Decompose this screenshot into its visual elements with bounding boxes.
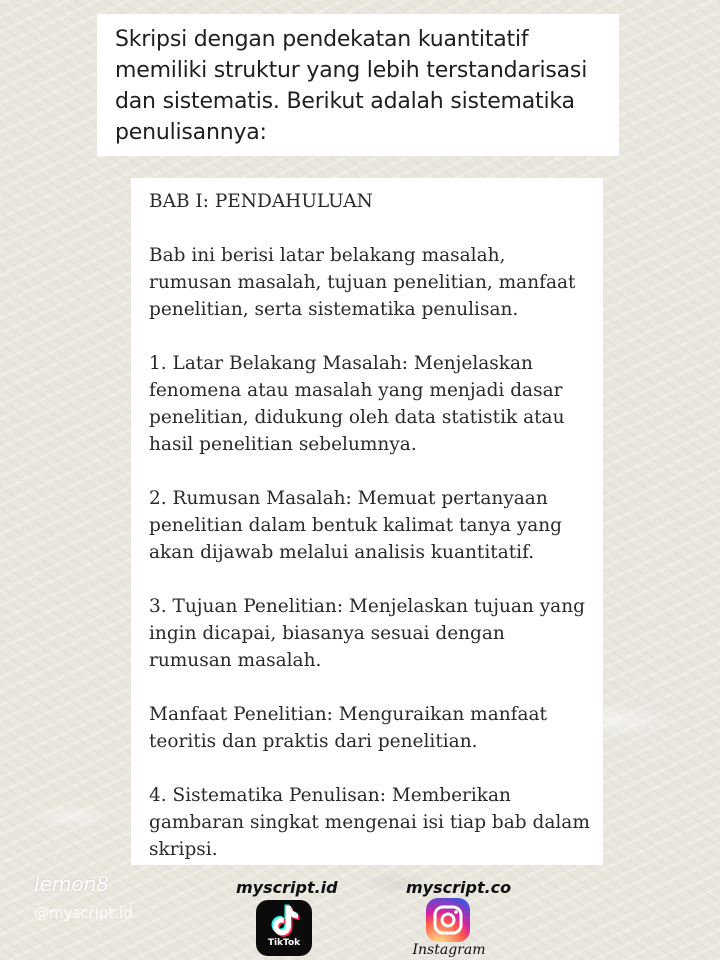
spacer: [149, 458, 591, 485]
watermark-handle: @myscript.id: [34, 904, 133, 922]
paragraph-latar-belakang: 1. Latar Belakang Masalah: Menjelaskan fenomena atau masalah yang menjadi dasar penelitian, didukung oleh data statistik atau hasil penelitian sebelumnya.: [149, 353, 565, 455]
tiktok-note-icon: [256, 900, 312, 940]
section-heading: BAB I: PENDAHULUAN: [149, 191, 373, 212]
paragraph-manfaat-penelitian: Manfaat Penelitian: Menguraikan manfaat teoritis dan praktis dari penelitian.: [149, 704, 547, 752]
spacer: [149, 755, 591, 782]
lemon8-watermark: lemon8: [34, 872, 109, 896]
instagram-label: Instagram: [412, 942, 486, 958]
instagram-icon[interactable]: [426, 898, 470, 942]
spacer: [149, 674, 591, 701]
paragraph-rumusan-masalah: 2. Rumusan Masalah: Memuat pertanyaan penelitian dalam bentuk kalimat tanya yang akan dijawab melalui analisis kuantitatif.: [149, 488, 562, 563]
instagram-camera-icon: [426, 898, 470, 942]
intro-text: Skripsi dengan pendekatan kuantitatif memiliki struktur yang lebih terstandarisasi dan sistematis. Berikut adalah sistematika penulisannya:: [115, 27, 588, 145]
paragraph-intro: Bab ini berisi latar belakang masalah, rumusan masalah, tujuan penelitian, manfaat penelitian, serta sistematika penulisan.: [149, 245, 576, 320]
instagram-handle: myscript.co: [406, 878, 512, 897]
paragraph-tujuan-penelitian: 3. Tujuan Penelitian: Menjelaskan tujuan yang ingin dicapai, biasanya sesuai dengan rumusan masalah.: [149, 596, 585, 671]
tiktok-label: TikTok: [267, 938, 301, 948]
spacer: [149, 215, 591, 242]
paragraph-sistematika-penulisan: 4. Sistematika Penulisan: Memberikan gambaran singkat mengenai isi tiap bab dalam skripsi.: [149, 785, 590, 860]
spacer: [149, 566, 591, 593]
tiktok-handle: myscript.id: [236, 878, 338, 897]
intro-card: [97, 14, 619, 156]
spacer: [149, 323, 591, 350]
content-card: [131, 178, 603, 865]
